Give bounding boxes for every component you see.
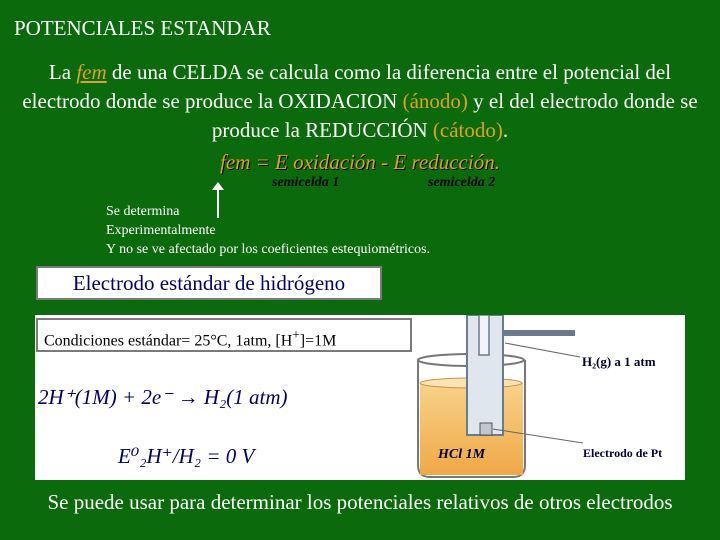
intro-text-4: .	[502, 118, 509, 142]
reaction-arrow: →	[177, 385, 199, 409]
conditions-sup: +	[292, 327, 300, 342]
standard-potential: E⁰₂H⁺/H₂ = 0 V	[118, 444, 255, 468]
inner-tube	[479, 315, 489, 355]
platinum-electrode	[480, 423, 492, 435]
intro-text-1: La	[48, 60, 77, 84]
note-line-2: Experimentalmente	[106, 223, 216, 238]
fem-formula: fem = E oxidación - E reducción.	[220, 150, 500, 174]
pt-electrode-label: Electrodo de Pt	[583, 446, 663, 460]
anodo-term: (ánodo)	[402, 89, 468, 113]
conditions-suffix: ]=1M	[299, 332, 337, 350]
standard-conditions-box	[36, 318, 412, 352]
note-line-1: Se determina	[106, 204, 180, 219]
half-reaction	[38, 385, 288, 410]
catodo-term: (cátodo)	[432, 118, 503, 142]
pointer-line-h2	[505, 343, 580, 357]
electrode-heading: Electrodo estándar de hidrógeno	[36, 266, 382, 300]
semicelda-1-label: semicelda 1	[272, 175, 340, 190]
semicelda-2-label: semicelda 2	[428, 175, 496, 190]
h2-gas-label: H₂(g) a 1 atm	[582, 354, 656, 369]
reaction-lhs: 2H⁺(1M) + 2e⁻	[38, 385, 173, 409]
reaction-rhs: H₂(1 atm)	[203, 385, 288, 409]
fem-term: fem	[76, 60, 107, 84]
intro-text-3: y el del electrodo donde se produce la REDUCCIÓN	[211, 89, 698, 142]
slide-title: POTENCIALES ESTANDAR	[14, 16, 271, 40]
conditions-prefix: Condiciones estándar= 25°C, 1atm, [H	[44, 332, 293, 350]
intro-text-2: de una CELDA se calcula como la diferencia entre el potencial del electrodo donde se produce la OXIDACION	[22, 60, 672, 113]
footer-text: Se puede usar para determinar los potenciales relativos de otros electrodos	[47, 490, 673, 514]
hcl-label: HCl 1M	[438, 447, 486, 462]
intro-paragraph	[20, 58, 700, 145]
experimental-note	[106, 202, 430, 259]
note-line-3: Y no se ve afectado por los coeficientes estequiométricos.	[106, 242, 431, 257]
